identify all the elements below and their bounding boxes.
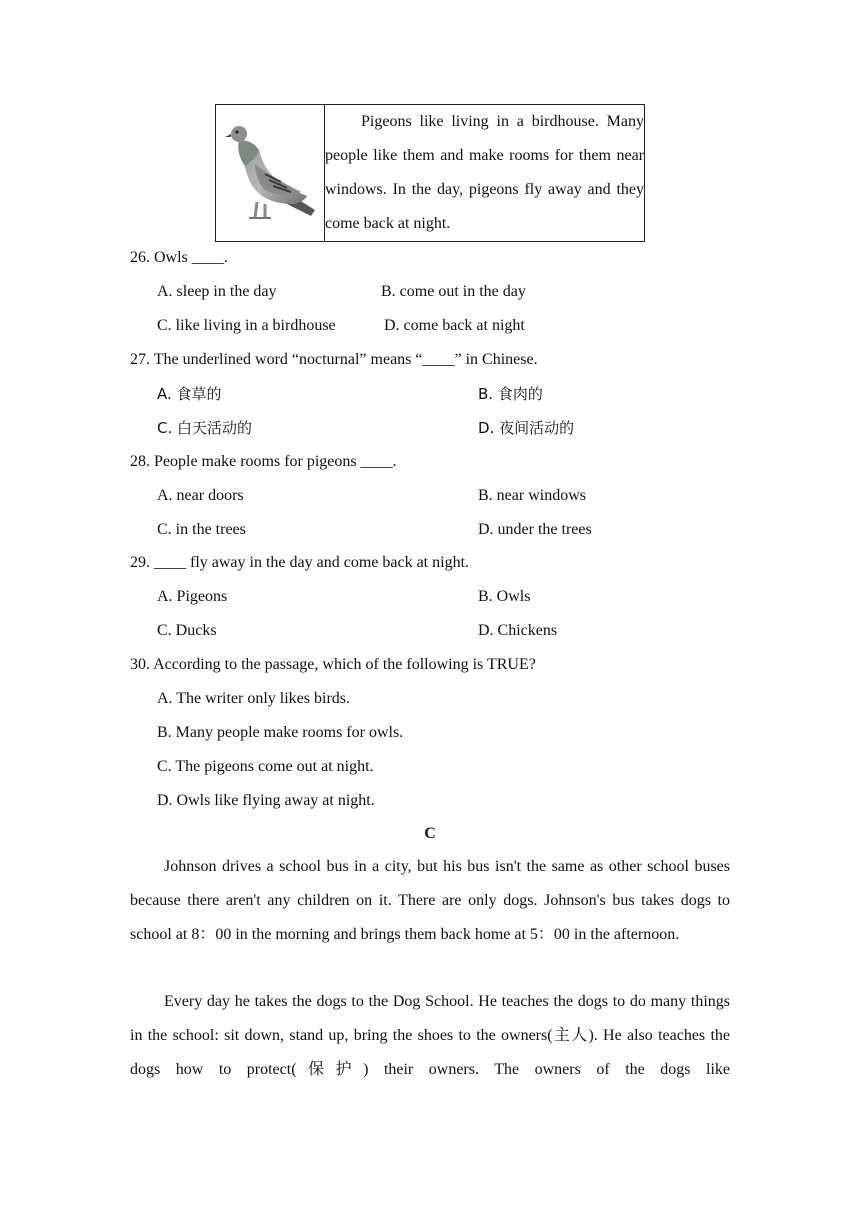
pigeon-image-cell <box>216 105 325 242</box>
section-c-paragraph-1: Johnson drives a school bus in a city, but his bus isn't the same as other school buses because there aren't any children on it. There are only dogs. Johnson's bus takes dogs to school at 8：00 in the morning and brings them back home at 5：00 in the afternoon. <box>130 858 730 943</box>
question-26-option-a: A. sleep in the day <box>157 283 277 300</box>
question-26-option-d: D. come back at night <box>384 317 525 334</box>
question-30-option-a: A. The writer only likes birds. <box>157 690 351 707</box>
question-28-stem: 28. People make rooms for pigeons ____. <box>130 453 397 470</box>
question-27-option-a: A. 食草的 <box>157 385 222 403</box>
question-26-option-b: B. come out in the day <box>381 283 526 300</box>
question-30-option-b: B. Many people make rooms for owls. <box>157 724 404 741</box>
question-27-stem: 27. The underlined word “nocturnal” means “____” in Chinese. <box>130 351 538 368</box>
section-c-heading: C <box>424 825 436 842</box>
question-28-option-d: D. under the trees <box>478 521 592 538</box>
section-c-paragraph-2: Every day he takes the dogs to the Dog School. He teaches the dogs to do many things in the school: sit down, stand up, bring the shoes to the owners(主人). He also teaches the dogs how to protect(保护) their owners. The owners of the dogs like <box>130 993 730 1078</box>
question-29-option-b: B. Owls <box>478 588 531 605</box>
question-26-option-c: C. like living in a birdhouse <box>157 317 336 334</box>
question-30-stem: 30. According to the passage, which of the following is TRUE? <box>130 656 536 673</box>
question-28-option-c: C. in the trees <box>157 521 246 538</box>
question-29-option-a: A. Pigeons <box>157 588 228 605</box>
question-30-option-c: C. The pigeons come out at night. <box>157 758 374 775</box>
pigeon-icon <box>221 112 319 230</box>
pigeon-passage-text: Pigeons like living in a birdhouse. Many people like them and make rooms for them near windows. In the day, pigeons fly away and they come back at night. <box>325 105 645 242</box>
question-27-option-c: C. 白天活动的 <box>157 419 253 437</box>
question-27-option-b: B. 食肉的 <box>478 385 543 403</box>
question-29-option-d: D. Chickens <box>478 622 558 639</box>
question-29-stem: 29. ____ fly away in the day and come back at night. <box>130 554 470 571</box>
question-28-option-a: A. near doors <box>157 487 244 504</box>
question-26-stem: 26. Owls ____. <box>130 249 228 266</box>
question-30-option-d: D. Owls like flying away at night. <box>157 792 375 809</box>
pigeon-passage-box <box>215 104 645 242</box>
question-29-option-c: C. Ducks <box>157 622 217 639</box>
question-28-option-b: B. near windows <box>478 487 586 504</box>
question-27-option-d: D. 夜间活动的 <box>478 419 575 437</box>
